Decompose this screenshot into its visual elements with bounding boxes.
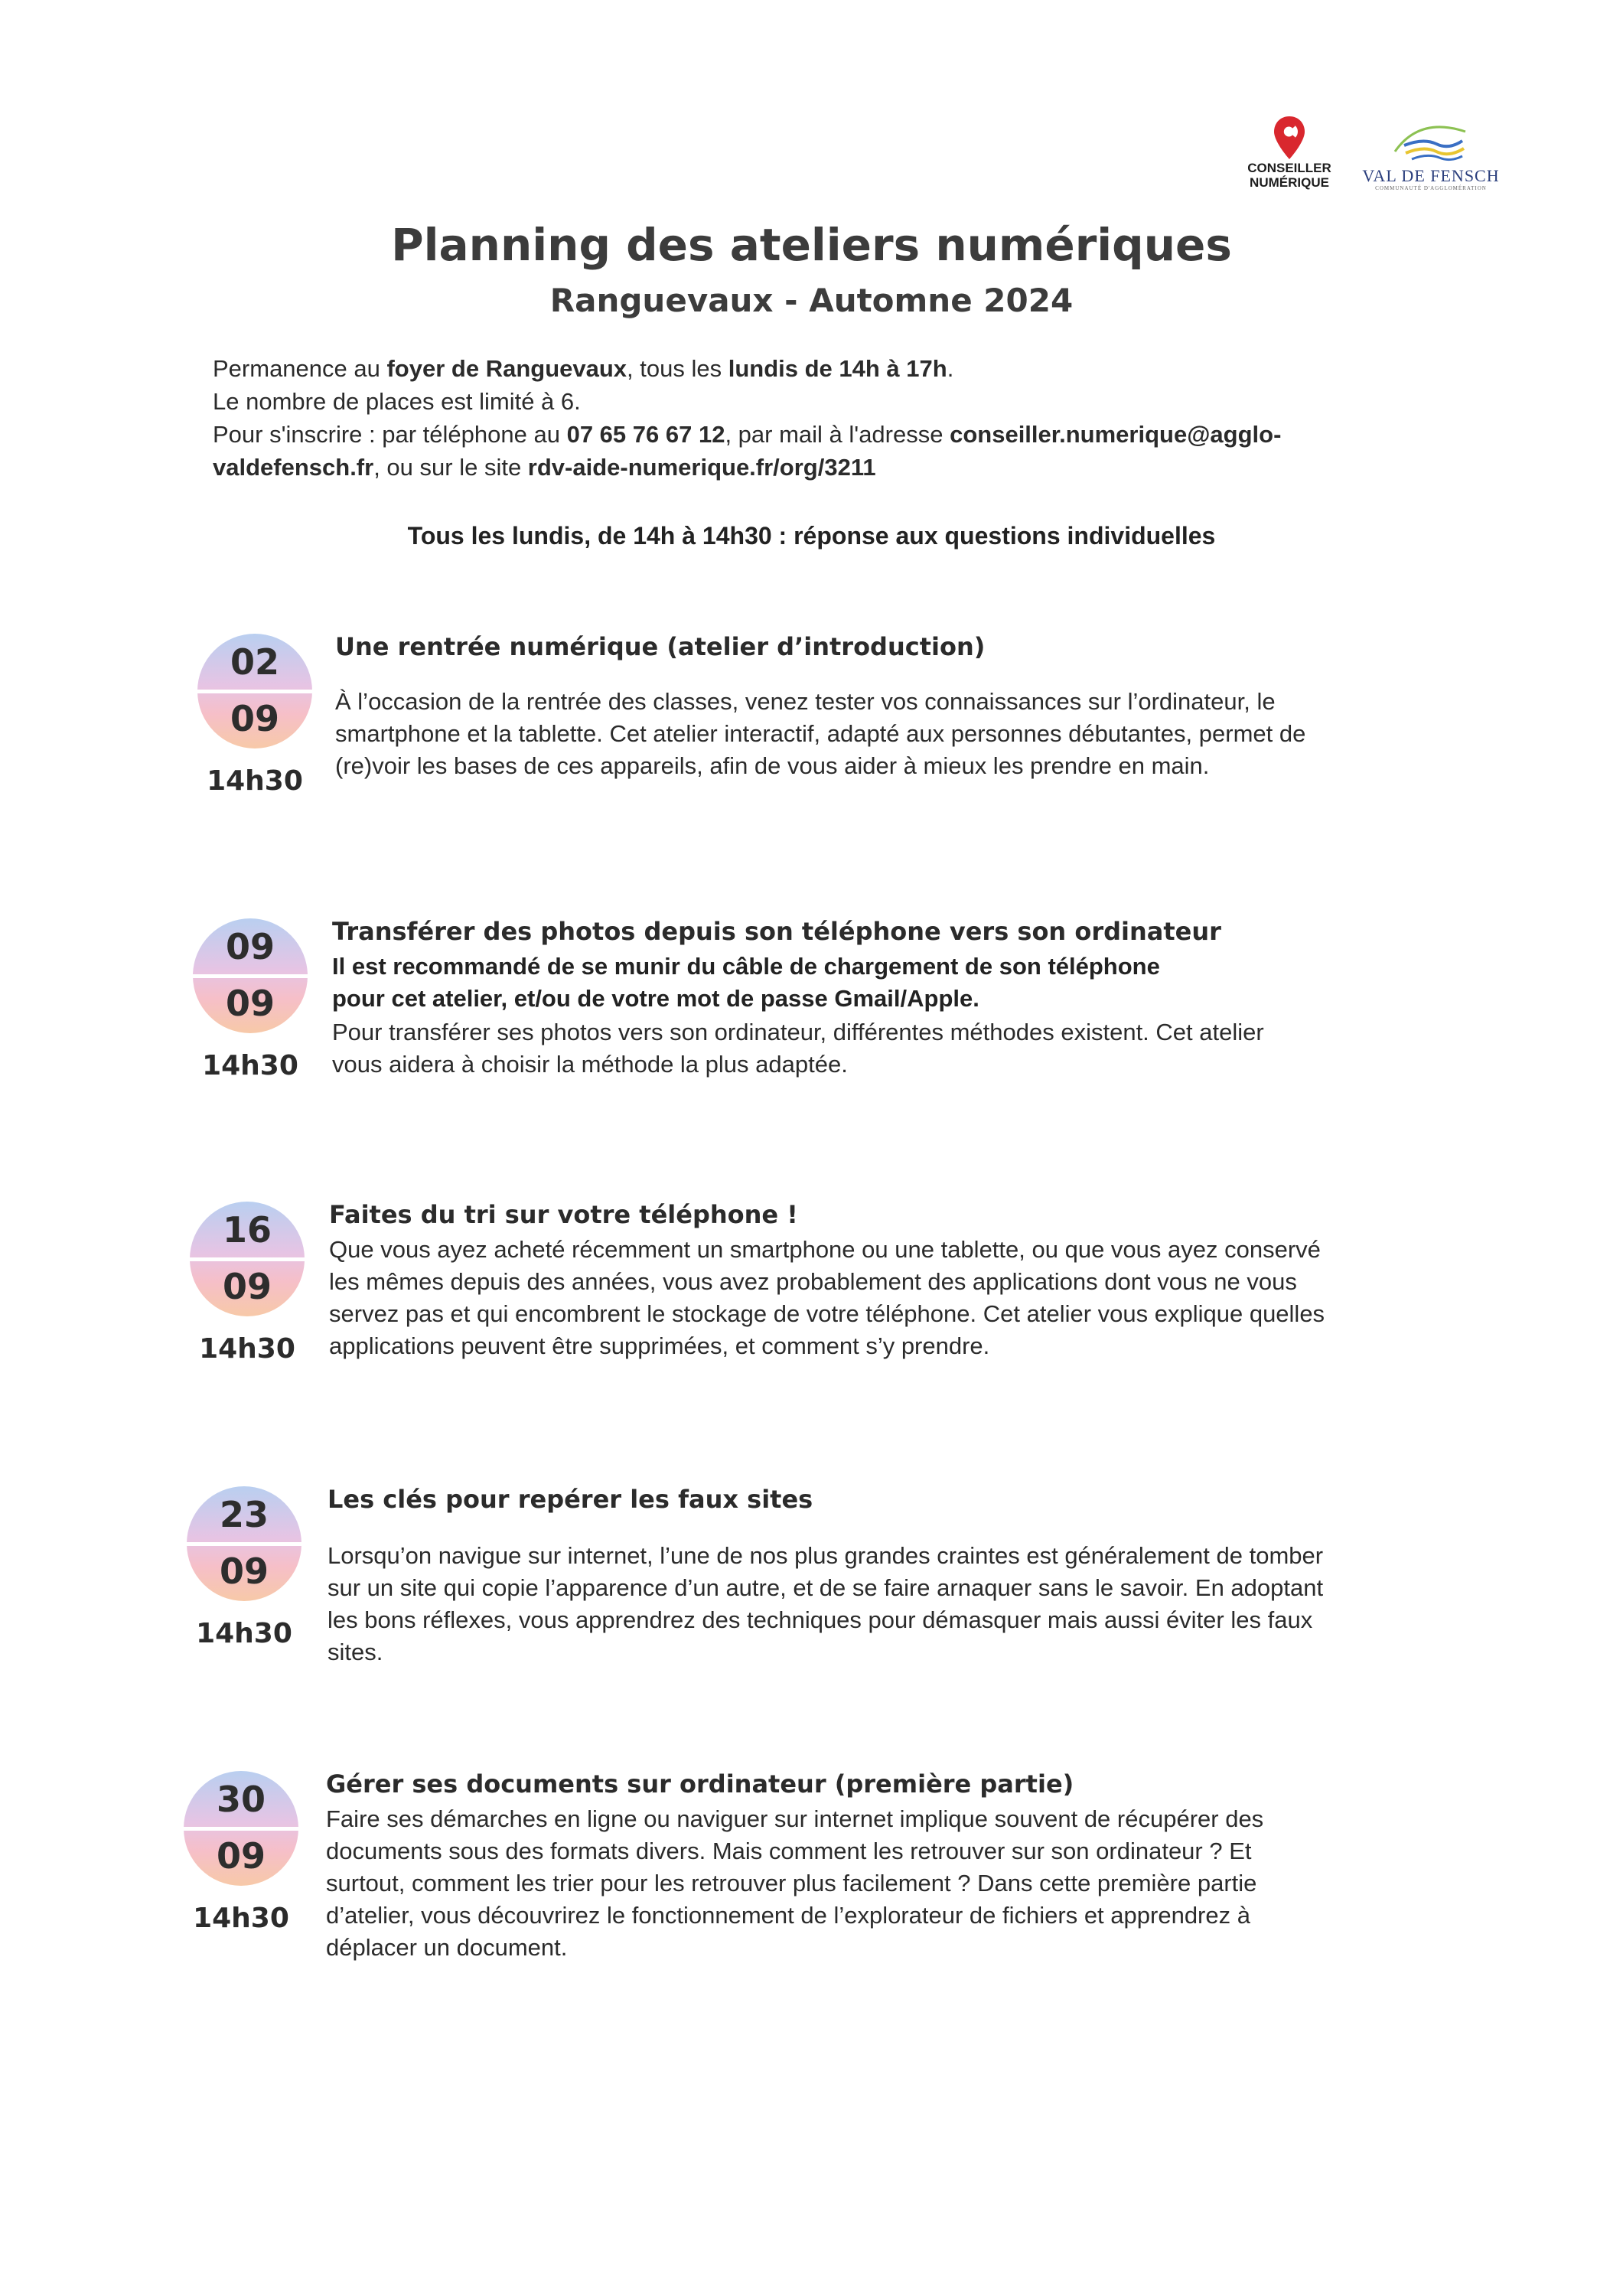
intro-line-3: Pour s'inscrire : par téléphone au 07 65 76 67 12, par mail à l'adresse conseiller.numerique@agglo- <box>213 421 1282 448</box>
event-note-line: Il est recommandé de se munir du câble de chargement de son téléphone <box>332 953 1160 980</box>
event-note-line: pour cet atelier, et/ou de votre mot de passe Gmail/Apple. <box>332 985 979 1012</box>
event-month: 09 <box>222 1266 272 1307</box>
event-description-line: sites. <box>328 1639 383 1665</box>
event-time: 14h30 <box>196 1618 292 1649</box>
event-description-line: vous aidera à choisir la méthode la plus adaptée. <box>332 1051 848 1078</box>
date-badge <box>193 918 308 1033</box>
event-description <box>329 1234 1416 1362</box>
event-description-line: Pour transférer ses photos vers son ordinateur, différentes méthodes existent. Cet atelier <box>332 1019 1264 1045</box>
badge-divider <box>187 1542 301 1546</box>
conseiller-line1: CONSEILLER <box>1247 161 1331 175</box>
event-day: 30 <box>216 1779 266 1820</box>
event-time: 14h30 <box>193 1903 289 1934</box>
event-day: 02 <box>230 641 279 683</box>
badge-divider <box>184 1827 298 1831</box>
event-description-line: documents sous des formats divers. Mais comment les retrouver sur son ordinateur ? Et <box>326 1838 1252 1864</box>
intro-line-4: valdefensch.fr, ou sur le site rdv-aide-numerique.fr/org/3211 <box>213 454 876 481</box>
event-description-line: d’atelier, vous découvrirez le fonctionnement de l’explorateur de fichiers et apprendrez à <box>326 1902 1250 1929</box>
event-description <box>326 1803 1413 1964</box>
event-description-line: déplacer un document. <box>326 1934 568 1961</box>
badge-divider <box>190 1257 305 1261</box>
page-title: Planning des ateliers numériques <box>391 219 1232 271</box>
event-description-line: Lorsqu’on navigue sur internet, l’une de nos plus grandes craintes est généralement de tomber <box>328 1542 1324 1569</box>
event-day: 16 <box>222 1209 272 1251</box>
intro-line-1: Permanence au foyer de Ranguevaux, tous les lundis de 14h à 17h. <box>213 355 954 382</box>
event-title: Les clés pour repérer les faux sites <box>328 1485 813 1514</box>
event-description-line: les bons réflexes, vous apprendrez des techniques pour démasquer mais aussi éviter les faux <box>328 1606 1313 1633</box>
event-description-line: À l’occasion de la rentrée des classes, venez tester vos connaissances sur l’ordinateur, le <box>335 688 1276 715</box>
page-subtitle: Ranguevaux - Automne 2024 <box>549 282 1074 319</box>
event-title: Gérer ses documents sur ordinateur (première partie) <box>326 1769 1074 1799</box>
intro-line-2: Le nombre de places est limité à 6. <box>213 388 581 415</box>
badge-divider <box>197 690 312 693</box>
event-description <box>335 686 1422 782</box>
event-description-line: Que vous ayez acheté récemment un smartphone ou une tablette, ou que vous ayez conservé <box>329 1236 1321 1263</box>
event-note <box>332 951 1250 1015</box>
badge-divider <box>193 974 308 978</box>
val-de-fensch-name: VAL DE FENSCH <box>1362 166 1500 185</box>
conseiller-line2: NUMÉRIQUE <box>1250 175 1329 190</box>
conseiller-numerique-logo <box>1240 115 1339 190</box>
event-title: Transférer des photos depuis son téléphone vers son ordinateur <box>332 917 1221 946</box>
event-title: Faites du tri sur votre téléphone ! <box>329 1200 798 1229</box>
event-time: 14h30 <box>199 1333 295 1365</box>
event-description-line: (re)voir les bases de ces appareils, afin de vous aider à mieux les prendre en main. <box>335 752 1210 779</box>
date-badge <box>190 1202 305 1316</box>
event-description-line: servez pas et qui encombrent le stockage de votre téléphone. Cet atelier vous explique quelles <box>329 1300 1325 1327</box>
event-description-line: applications peuvent être supprimées, et comment s’y prendre. <box>329 1332 990 1359</box>
event-title: Une rentrée numérique (atelier d’introduction) <box>335 632 986 661</box>
date-badge <box>187 1486 301 1601</box>
intro-text <box>213 352 1406 484</box>
event-time: 14h30 <box>207 765 303 797</box>
date-badge <box>184 1771 298 1886</box>
event-description-line: sur un site qui copie l’apparence d’un autre, et de se faire arnaquer sans le savoir. En adoptant <box>328 1574 1324 1601</box>
logos <box>1240 115 1507 207</box>
event-description-line: les mêmes depuis des années, vous avez probablement des applications dont vous ne vous <box>329 1268 1297 1295</box>
val-de-fensch-emblem-icon <box>1389 121 1473 167</box>
event-description-line: Faire ses démarches en ligne ou naviguer sur internet implique souvent de récupérer des <box>326 1805 1264 1832</box>
event-description-line: surtout, comment les trier pour les retrouver plus facilement ? Dans cette première partie <box>326 1870 1257 1896</box>
date-badge <box>197 634 312 748</box>
event-description <box>328 1540 1414 1668</box>
event-month: 09 <box>225 983 275 1024</box>
val-de-fensch-logo <box>1362 121 1500 191</box>
event-description-line: smartphone et la tablette. Cet atelier interactif, adapté aux personnes débutantes, permet de <box>335 720 1306 747</box>
event-day: 23 <box>219 1494 269 1535</box>
event-time: 14h30 <box>202 1050 298 1081</box>
val-de-fensch-sub: COMMUNAUTÉ D'AGGLOMÉRATION <box>1375 185 1487 191</box>
event-month: 09 <box>216 1835 266 1877</box>
event-month: 09 <box>230 698 279 739</box>
event-month: 09 <box>219 1551 269 1592</box>
event-day: 09 <box>225 926 275 967</box>
weekly-highlight: Tous les lundis, de 14h à 14h30 : réponse aux questions individuelles <box>407 522 1216 550</box>
location-pin-icon <box>1273 115 1306 161</box>
event-description <box>332 1016 1419 1081</box>
